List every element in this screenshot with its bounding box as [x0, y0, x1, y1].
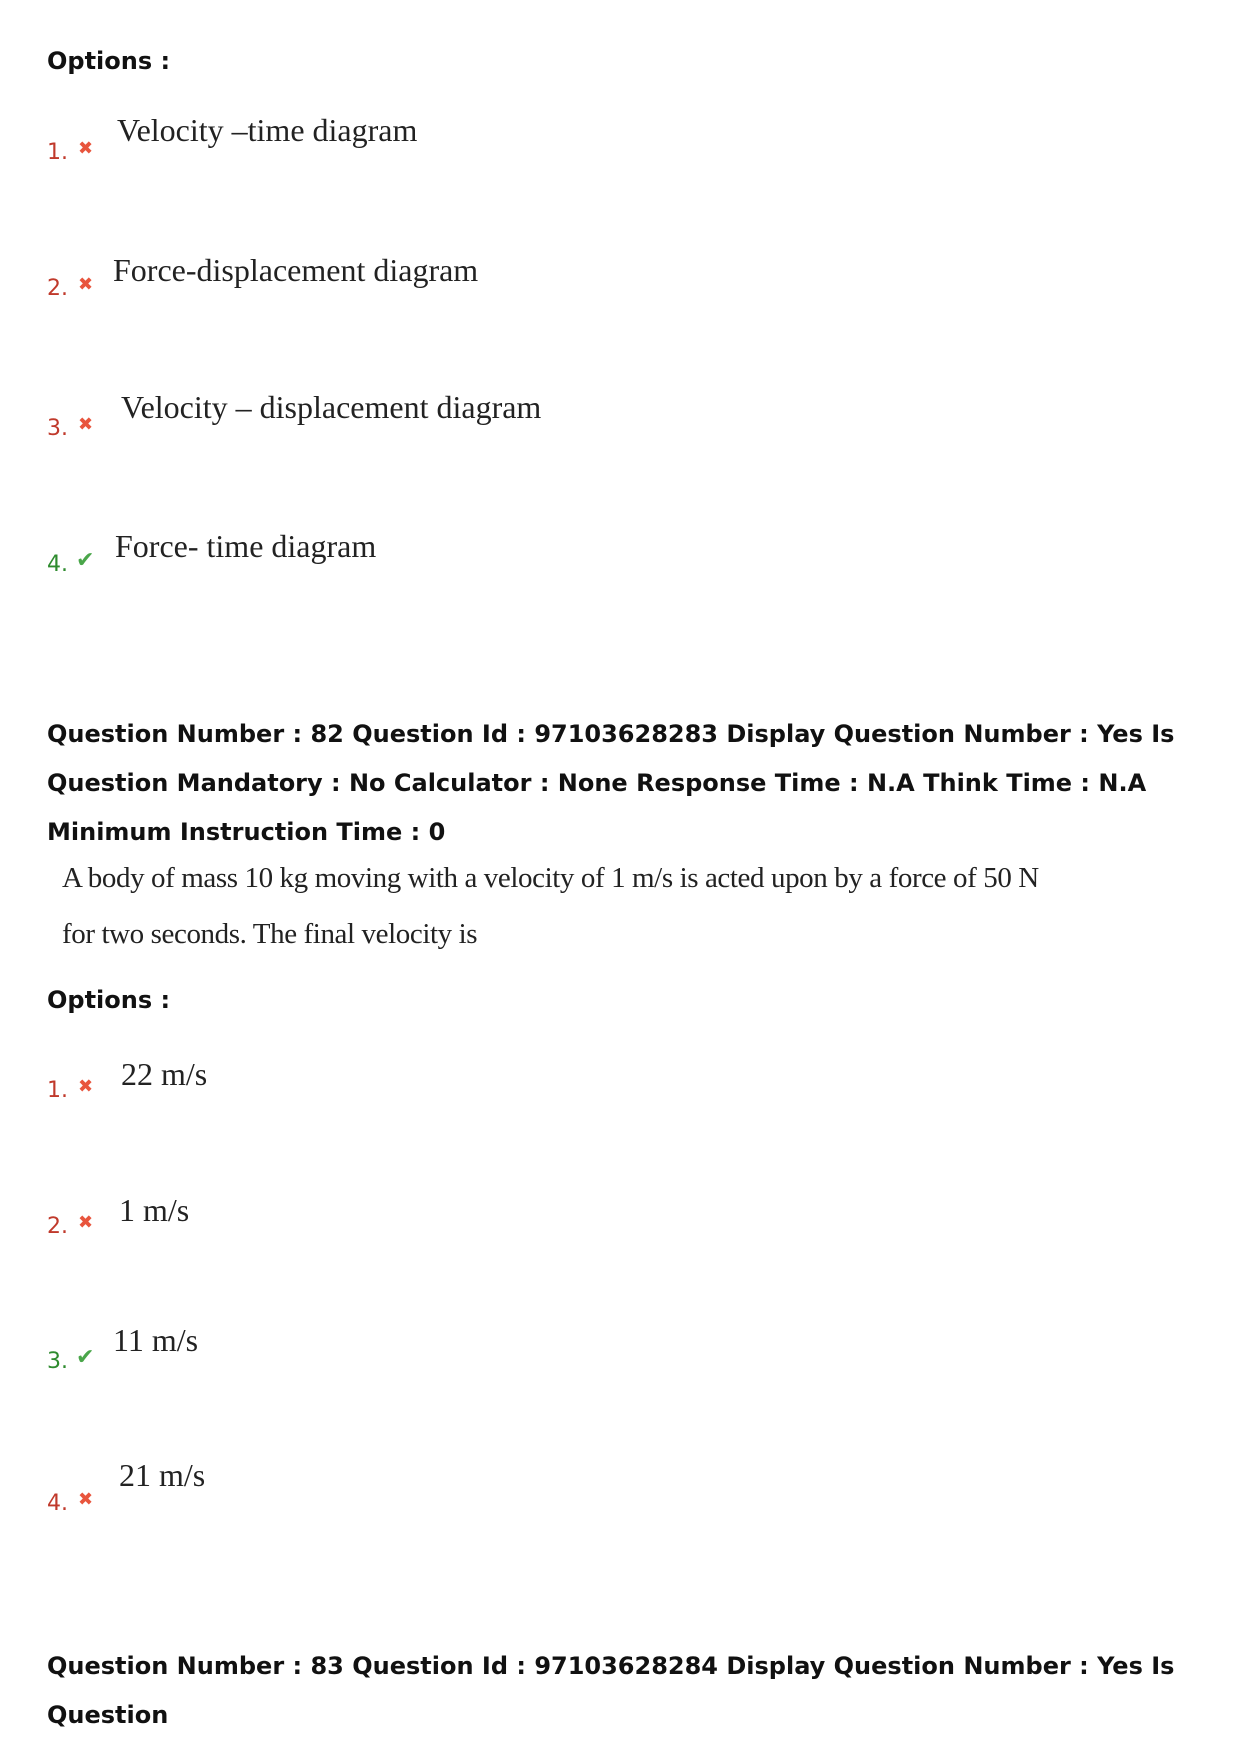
- option-number: 2.: [47, 1214, 68, 1239]
- cross-icon: ✖: [78, 138, 94, 159]
- option-number: 3.: [47, 416, 68, 441]
- check-icon: ✔: [76, 1345, 95, 1370]
- option-number: 4.: [47, 552, 68, 577]
- options-heading: Options :: [47, 47, 171, 75]
- option-text: 22 m/s: [121, 1056, 208, 1092]
- cross-icon: ✖: [78, 414, 94, 435]
- option-text: 1 m/s: [119, 1192, 190, 1228]
- option-number: 1.: [47, 1078, 68, 1103]
- option-text: 11 m/s: [113, 1322, 199, 1358]
- option-text: Velocity – displacement diagram: [121, 389, 542, 425]
- option-text: 21 m/s: [119, 1457, 206, 1493]
- question-meta: Question Number : 83 Question Id : 97103628284 Display Question Number : Yes Is Question: [47, 1652, 1175, 1729]
- question-meta: Question Number : 82 Question Id : 97103628283 Display Question Number : Yes Is Question Mandatory : No Calculator : None Response Time : N.A Think Time : N.A Minimum Instruction Time : 0: [47, 720, 1175, 846]
- cross-icon: ✖: [78, 1212, 94, 1233]
- options-heading: Options :: [47, 986, 171, 1014]
- cross-icon: ✖: [78, 274, 94, 295]
- cross-icon: ✖: [78, 1489, 94, 1510]
- option-number: 2.: [47, 276, 68, 301]
- option-number: 3.: [47, 1349, 68, 1374]
- cross-icon: ✖: [78, 1076, 94, 1097]
- option-text: Velocity –time diagram: [117, 112, 418, 148]
- option-number: 1.: [47, 140, 68, 165]
- option-number: 4.: [47, 1491, 68, 1516]
- question-text-line: for two seconds. The final velocity is: [62, 918, 478, 950]
- option-text: Force-displacement diagram: [113, 252, 479, 288]
- question-text-line: A body of mass 10 kg moving with a velocity of 1 m/s is acted upon by a force of 50 N: [62, 862, 1039, 894]
- check-icon: ✔: [76, 548, 95, 573]
- option-text: Force- time diagram: [115, 528, 377, 564]
